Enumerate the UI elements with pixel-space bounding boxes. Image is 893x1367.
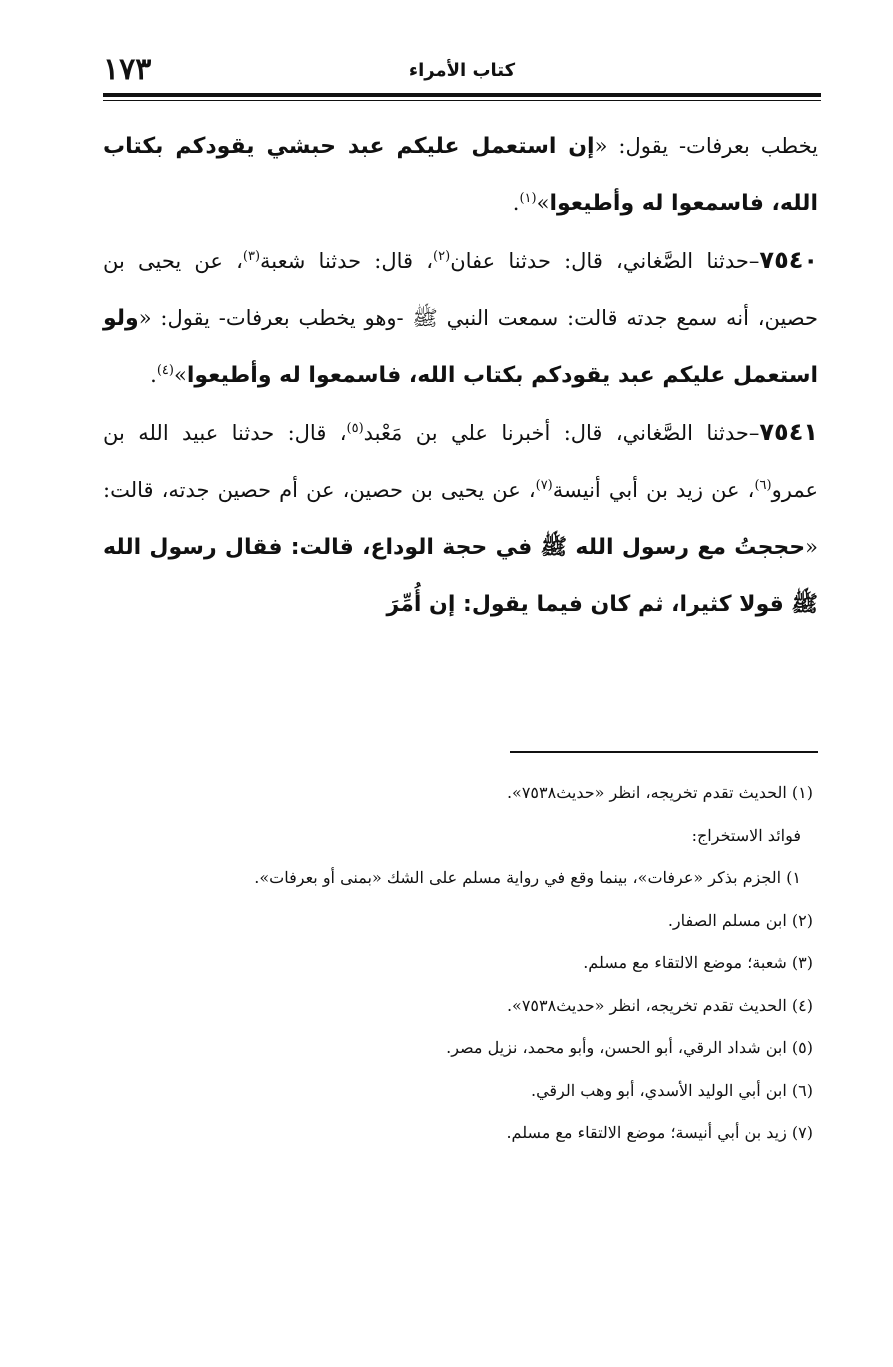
footnote-5: (٥) ابن شداد الرقي، أبو الحسن، وأبو محمد، نزيل مصر. bbox=[446, 1038, 813, 1057]
running-title: كتاب الأمراء bbox=[408, 60, 516, 81]
hadith-text: إن استعمل عليكم عبد حبشي يقودكم بكتاب الله، فاسمعوا له وأطيعوا bbox=[103, 134, 818, 216]
main-text bbox=[103, 118, 818, 633]
text-span: –حدثنا الصَّغاني، قال: أخبرنا علي بن مَعْبد bbox=[363, 421, 760, 445]
hadith-text: حججتُ مع رسول الله ﷺ في حجة الوداع، قالت: فقال رسول الله ﷺ قولا كثيرا، ثم كان فيما يقول: إن أُمِّرَ bbox=[103, 535, 818, 617]
hadith-text: ولو استعمل عليكم عبد يقودكم بكتاب الله، فاسمعوا له وأطيعوا bbox=[103, 306, 818, 388]
footnotes bbox=[103, 772, 813, 1155]
footnote-ref-2: (٢) bbox=[433, 249, 451, 264]
footnote-ref-4: (٤) bbox=[156, 363, 174, 378]
text-span: ، عن زيد بن أبي أنيسة bbox=[552, 478, 755, 502]
text-span: » bbox=[173, 363, 187, 387]
footnote-separator bbox=[510, 751, 818, 753]
text-span: –حدثنا الصَّغاني، قال: حدثنا عفان bbox=[450, 249, 760, 273]
text-span: ، قال: حدثنا عبيد الله بن عمرو bbox=[103, 421, 818, 502]
footnote-subheading: فوائد الاستخراج: bbox=[691, 825, 801, 845]
text-span: ، قال: حدثنا شعبة bbox=[260, 249, 434, 273]
footnote-benefit-1: ١) الجزم بذكر «عرفات»، بينما وقع في رواية مسلم على الشك «بمنى أو بعرفات». bbox=[254, 868, 801, 887]
paragraph-hadith-7540 bbox=[103, 232, 818, 404]
footnote-ref-6: (٦) bbox=[754, 478, 772, 493]
text-span: ، عن يحيى بن حصين، أنه سمع جدته قالت: سمعت النبي ﷺ -وهو يخطب بعرفات- يقول: « bbox=[103, 249, 818, 330]
footnote-3: (٣) شعبة؛ موضع الالتقاء مع مسلم. bbox=[583, 953, 813, 972]
footnote-7: (٧) زيد بن أبي أنيسة؛ موضع الالتقاء مع مسلم. bbox=[506, 1123, 813, 1142]
text-span: . bbox=[150, 363, 157, 387]
page-number: ١٧٣ bbox=[103, 52, 152, 87]
footnote-1: (١) الحديث تقدم تخريجه، انظر «حديث٧٥٣٨». bbox=[506, 783, 813, 802]
text-span: » bbox=[536, 191, 550, 215]
footnote-ref-1: (١) bbox=[519, 191, 537, 206]
footnote-ref-5: (٥) bbox=[346, 421, 364, 436]
footnote-2: (٢) ابن مسلم الصفار. bbox=[667, 910, 813, 930]
hadith-number: ٧٥٤٠ bbox=[759, 246, 819, 274]
footnote-4: (٤) الحديث تقدم تخريجه، انظر «حديث٧٥٣٨». bbox=[506, 995, 813, 1015]
text-span: ، عن يحيى بن حصين، عن أم حصين جدته، قالت: « bbox=[103, 478, 818, 559]
text-span: يخطب بعرفات- يقول: « bbox=[594, 134, 819, 158]
footnote-6: (٦) ابن أبي الوليد الأسدي، أبو وهب الرقي. bbox=[530, 1080, 813, 1100]
text-span: . bbox=[512, 191, 520, 215]
paragraph-1 bbox=[103, 118, 818, 232]
hadith-number: ٧٥٤١ bbox=[759, 418, 818, 446]
paragraph-hadith-7541 bbox=[103, 404, 818, 633]
footnote-ref-7: (٧) bbox=[535, 478, 553, 493]
header-rule-thin bbox=[103, 100, 821, 101]
page-header bbox=[103, 52, 821, 92]
header-rule-thick bbox=[103, 93, 821, 97]
footnote-ref-3: (٣) bbox=[242, 249, 261, 264]
